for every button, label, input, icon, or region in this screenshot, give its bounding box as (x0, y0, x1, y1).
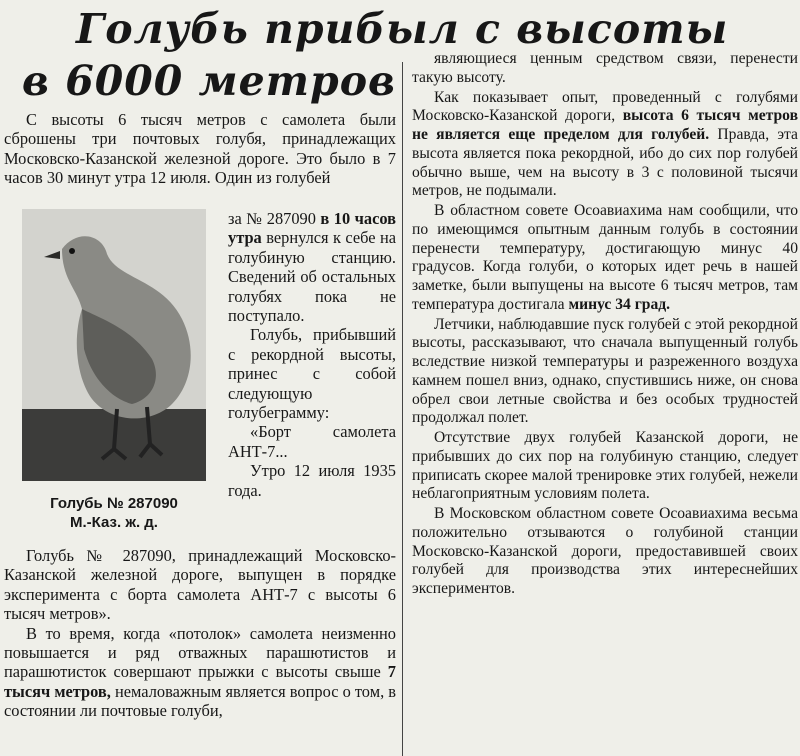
right-p3: Летчики, наблюдавшие пуск голубей с этой рекордной высоты, рассказывают, что сначала выпущенный голубь вследствие низкой температуры и разреженного воздуха камнем пошел вниз, однако, спустившись ниже, он снова обрел свои летные свойства и без особых трудностей продолжал полет. (412, 315, 798, 427)
caption-line-2: М.-Каз. ж. д. (70, 514, 158, 531)
pigeongram-quote: «Борт самолета АНТ-7... (228, 422, 396, 461)
right-p1: Как показывает опыт, проведенный с голубями Московско-Казанской дороги, высота 6 тысяч метров не является еще пределом для голубей. Правда, эта высота является пока рекордной, ибо до сих пор голубей обычно выше, чем на высоту в 3 с половиной тысячи метров, не подымали. (412, 88, 799, 200)
headline-line-1: Голубь прибыл с высоты (76, 5, 729, 53)
beside-photo-p2: Голубь, прибывший с рекордной высоты, принес с собой следующую голубеграмму: (228, 325, 396, 423)
column-rule (402, 62, 403, 756)
right-p5: В Московском областном совете Осоавиахима весьма положительно отзываются о голубиной станции Московско-Казанской дороги, предоставившей своих голубей для производства этих интереснейших экспериментов. (412, 505, 798, 597)
beside-photo-p1: за № 287090 в 10 часов утра вернулся к себе на голубиную станцию. Сведений об остальных голубях пока не поступало. (228, 209, 396, 326)
headline-line-2: в 6000 метров (22, 57, 396, 105)
intro-paragraph: С высоты 6 тысяч метров с самолета были сброшены три почтовых голубя, принадлежащих Московско-Казанской железной дороге. Это было в 7 часов 30 минут утра 12 июля. Один из голубей (4, 110, 396, 188)
pigeon-illustration (22, 209, 206, 481)
pigeongram-date: Утро 12 июля 1935 года. (228, 461, 396, 500)
photo-caption (22, 494, 206, 532)
caption-line-1: Голубь № 287090 (50, 495, 178, 512)
right-p2: В областном совете Осоавиахима нам сообщили, что по имеющимся опытным данным голубь в состоянии перенести температуру, достигающую минус 40 градусов. Когда голуби, о которых идет речь в нашей заметке, были выпущены на высоте 6 тысяч метров, там температура достигала минус 34 град. (412, 202, 798, 313)
pigeon-photo (22, 209, 206, 481)
left-column-continued (4, 546, 396, 721)
right-p0: являющиеся ценным средством связи, перенести такую высоту. (412, 50, 798, 86)
left-column-intro (4, 110, 396, 188)
beside-photo-text (228, 209, 396, 500)
right-column (412, 50, 798, 600)
pigeongram-continued: Голубь № 287090, принадлежащий Московско-Казанской железной дороге, выпущен в порядке эксперимента с борта самолета АНТ-7 с высоты 6 тысяч метров». (4, 546, 396, 624)
right-p4: Отсутствие двух голубей Казанской дороги, не прибывших до сих пор на голубиную станцию, следует приписать скорее малой тренировке этих голубей, нежели неблагоприятным условиям полета. (412, 429, 798, 503)
left-paragraph-ceiling: В то время, когда «потолок» самолета неизменно повышается и ряд отважных парашютистов и парашютисток совершают прыжки с высоты свыше 7 тысяч метров, немаловажным является вопрос о том, в состоянии ли почтовые голуби, (4, 623, 397, 721)
